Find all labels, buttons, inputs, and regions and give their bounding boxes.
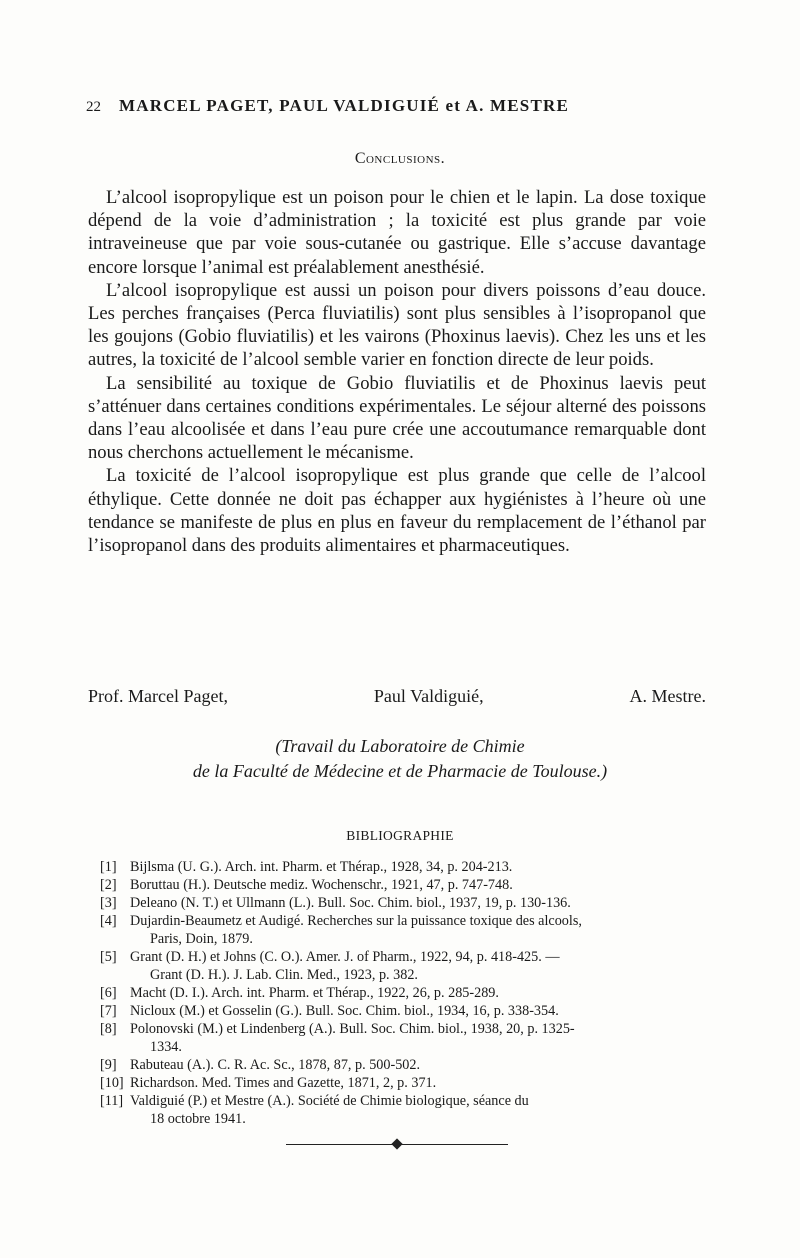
- bibliography-entry-main: Rabuteau (A.). C. R. Ac. Sc., 1878, 87, p. 500-502.: [130, 1057, 421, 1073]
- affiliation: [0, 734, 800, 784]
- bibliography-entry-main: Nicloux (M.) et Gosselin (G.). Bull. Soc. Chim. biol., 1934, 16, p. 338-354.: [130, 1003, 559, 1019]
- running-head-authors: MARCEL PAGET, PAUL VALDIGUIÉ et A. MESTRE: [119, 96, 570, 115]
- bibliography-entry-text: [130, 912, 708, 948]
- bibliography-entry: [100, 894, 708, 912]
- signature-mestre: A. Mestre.: [629, 686, 706, 706]
- bibliography-entry-number: [6]: [100, 985, 117, 1001]
- bibliography-entry: [100, 984, 708, 1002]
- bibliography-entry-text: [130, 876, 708, 894]
- affiliation-line-1: (Travail du Laboratoire de Chimie: [275, 736, 525, 756]
- bibliography-entry: [100, 876, 708, 894]
- bibliography-entry-text: [130, 1074, 708, 1092]
- bibliography-entry-number: [1]: [100, 859, 117, 875]
- bibliography-entry-main: Richardson. Med. Times and Gazette, 1871, 2, p. 371.: [130, 1075, 437, 1091]
- bibliography-entry: [100, 858, 708, 876]
- paragraph-2: L’alcool isopropylique est aussi un poison pour divers poissons d’eau douce. Les perches françaises (Perca fluviatilis) sont plus sensibles à l’isopropanol que les goujons (Gobio fluviatilis) et les vairons (Phoxinus laevis). Chez les uns et les autres, la toxicité de l’alcool semble varier en fonction directe de leur poids.: [88, 279, 706, 371]
- bibliography-entry-number: [2]: [100, 877, 117, 893]
- bibliography-entry-number: [10]: [100, 1075, 124, 1091]
- bibliography-entry-text: [130, 984, 708, 1002]
- bibliography-entry-number: [7]: [100, 1003, 117, 1019]
- bibliography-entry-text: [130, 1056, 708, 1074]
- bibliography-entry-main: Macht (D. I.). Arch. int. Pharm. et Thérap., 1922, 26, p. 285-289.: [130, 985, 499, 1001]
- bibliography-entry-number: [9]: [100, 1057, 117, 1073]
- bibliography-entry: [100, 1020, 708, 1056]
- bibliography-entry: [100, 948, 708, 984]
- bibliography-entry-number: [8]: [100, 1021, 117, 1037]
- bibliography-entry-text: [130, 1020, 708, 1056]
- bibliography-entry-main: Polonovski (M.) et Lindenberg (A.). Bull. Soc. Chim. biol., 1938, 20, p. 1325-: [130, 1021, 575, 1037]
- bibliography-entry-continuation: Grant (D. H.). J. Lab. Clin. Med., 1923, p. 382.: [150, 967, 418, 983]
- paragraph-4: La toxicité de l’alcool isopropylique est plus grande que celle de l’alcool éthylique. Cette donnée ne doit pas échapper aux hygiénistes à l’heure où une tendance se manifeste de plus en plus en faveur du remplacement de l’éthanol par l’isopropanol dans des produits alimentaires et pharmaceutiques.: [88, 465, 706, 557]
- bibliography-entry-number: [4]: [100, 913, 117, 929]
- signature-paget: Prof. Marcel Paget,: [88, 686, 228, 706]
- bibliography-entry-main: Grant (D. H.) et Johns (C. O.). Amer. J. of Pharm., 1922, 94, p. 418-425. —: [130, 949, 560, 965]
- signatures: [88, 686, 706, 707]
- bibliography-entry-text: [130, 948, 708, 984]
- bibliography-entry-main: Valdiguié (P.) et Mestre (A.). Société de Chimie biologique, séance du: [130, 1093, 529, 1109]
- bibliography-entry-number: [5]: [100, 949, 117, 965]
- bibliography-entry-main: Bijlsma (U. G.). Arch. int. Pharm. et Thérap., 1928, 34, p. 204-213.: [130, 859, 513, 875]
- bibliography-entry-text: [130, 1002, 708, 1020]
- bibliography-entry-continuation: Paris, Doin, 1879.: [150, 931, 253, 947]
- bibliography-entry-main: Boruttau (H.). Deutsche mediz. Wochenschr., 1921, 47, p. 747-748.: [130, 877, 513, 893]
- bibliography-list: [100, 858, 708, 1128]
- bibliography-entry-number: [11]: [100, 1093, 124, 1109]
- bibliography-entry-number: [3]: [100, 895, 117, 911]
- bibliography-entry: [100, 1074, 708, 1092]
- paragraph-3: La sensibilité au toxique de Gobio fluviatilis et de Phoxinus laevis peut s’atténuer dans certaines conditions expérimentales. Le séjour alterné des poissons dans l’eau alcoolisée et dans l’eau pure crée une accoutumance remarquable dont nous cherchons actuellement le mécanisme.: [88, 372, 706, 464]
- bibliography-title: BIBLIOGRAPHIE: [346, 828, 454, 843]
- running-head: [86, 96, 706, 116]
- bibliography-entry-continuation: 1334.: [150, 1039, 182, 1055]
- conclusions-body: [88, 186, 706, 557]
- bibliography-entry: [100, 1002, 708, 1020]
- section-title: Conclusions.: [354, 150, 446, 167]
- bibliography-entry: [100, 1092, 708, 1128]
- paragraph-1: L’alcool isopropylique est un poison pour le chien et le lapin. La dose toxique dépend de la voie d’administration ; la toxicité est plus grande par voie intraveineuse que par voie sous-cutanée ou gastrique. Elle s’accuse davantage encore lorsque l’animal est préalablement anesthésié.: [88, 187, 706, 278]
- bibliography-entry-continuation: 18 octobre 1941.: [150, 1111, 246, 1127]
- bibliography-entry-text: [130, 894, 708, 912]
- end-ornament: [391, 1138, 402, 1149]
- bibliography-entry: [100, 912, 708, 948]
- affiliation-line-2: de la Faculté de Médecine et de Pharmacie de Toulouse.): [192, 761, 608, 781]
- page-number: 22: [86, 99, 101, 115]
- bibliography-entry-main: Dujardin-Beaumetz et Audigé. Recherches sur la puissance toxique des alcools,: [130, 913, 582, 929]
- signature-valdiguie: Paul Valdiguié,: [373, 686, 484, 706]
- bibliography-entry: [100, 1056, 708, 1074]
- bibliography-entry-text: [130, 858, 708, 876]
- bibliography-entry-text: [130, 1092, 708, 1128]
- bibliography-entry-main: Deleano (N. T.) et Ullmann (L.). Bull. Soc. Chim. biol., 1937, 19, p. 130-136.: [130, 895, 571, 911]
